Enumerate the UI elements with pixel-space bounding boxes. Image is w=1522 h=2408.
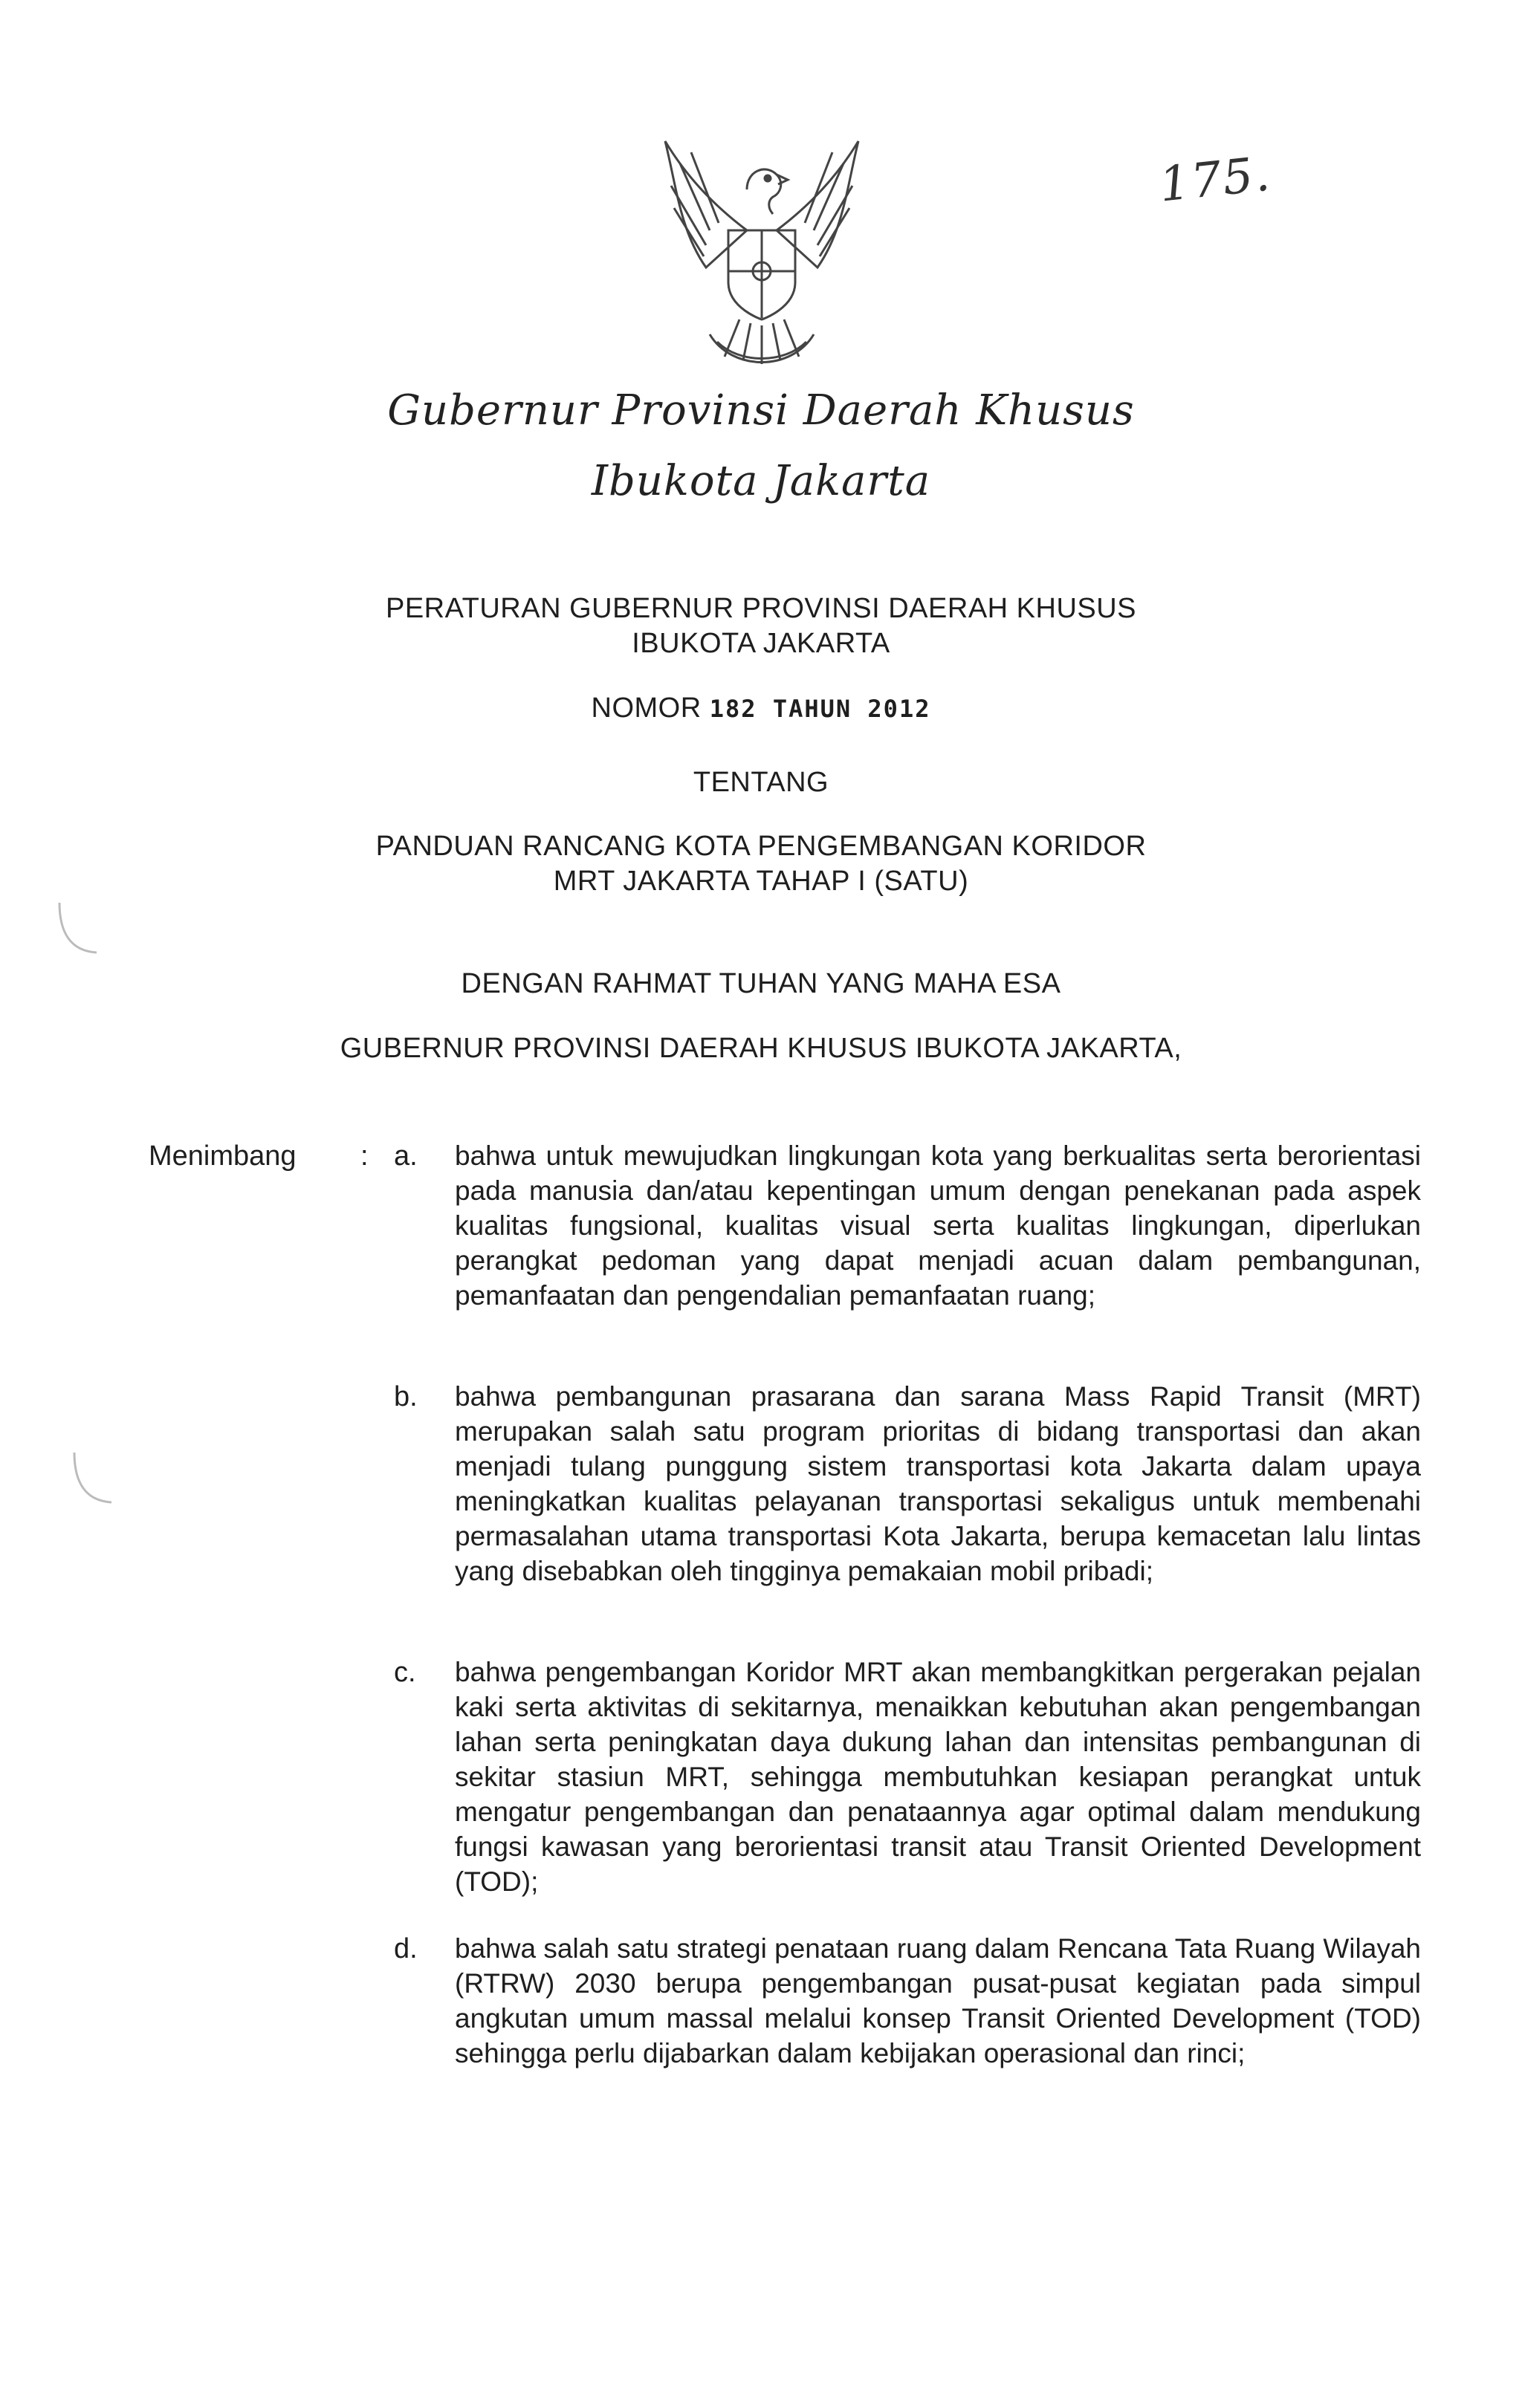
item-marker: c. bbox=[394, 1657, 416, 1688]
considering-item-c: bahwa pengembangan Koridor MRT akan membangkitkan pergerakan pejalan kaki serta aktivitas di sekitarnya, menaikkan kebutuhan akan pengembangan lahan serta peningkatan daya dukung lahan dan intensitas pembangunan di sekitar stasiun MRT, sehingga membutuhkan kesiapan perangkat untuk mengatur pengembangan dan penataannya agar optimal dalam mendukung fungsi kawasan yang berorientasi transit atau Transit Oriented Development (TOD); bbox=[455, 1657, 1421, 1897]
considering-item-b: bahwa pembangunan prasarana dan sarana Mass Rapid Transit (MRT) merupakan salah satu program prioritas di bidang transportasi dan akan menjadi tulang punggung sistem transportasi kota Jakarta dalam upaya meningkatkan kualitas pelayanan transportasi sekaligus untuk membenahi permasalahan utama transportasi Kota Jakarta, berupa kemacetan lalu lintas yang disebabkan oleh tingginya pemakaian mobil pribadi; bbox=[455, 1381, 1421, 1586]
binder-hole-mark bbox=[52, 899, 104, 958]
binder-hole-mark bbox=[67, 1449, 119, 1508]
blessing-line: DENGAN RAHMAT TUHAN YANG MAHA ESA bbox=[461, 968, 1061, 999]
regulation-title-line1: PERATURAN GUBERNUR PROVINSI DAERAH KHUSUS bbox=[385, 593, 1137, 624]
authority-line: GUBERNUR PROVINSI DAERAH KHUSUS IBUKOTA JAKARTA, bbox=[340, 1033, 1182, 1064]
considering-label: Menimbang bbox=[149, 1140, 297, 1172]
garuda-emblem-icon bbox=[635, 119, 888, 386]
handwritten-page-number: 175. bbox=[1156, 146, 1274, 213]
considering-item-d: bahwa salah satu strategi penataan ruang dalam Rencana Tata Ruang Wilayah (RTRW) 2030 berupa pengembangan pusat-pusat kegiatan pada simpul angkutan umum massal melalui konsep Transit Oriented Development (TOD) sehingga perlu dijabarkan dalam kebijakan operasional dan rinci; bbox=[455, 1933, 1421, 2068]
regulation-number bbox=[0, 692, 1522, 724]
item-marker: a. bbox=[394, 1140, 418, 1172]
item-marker: d. bbox=[394, 1933, 418, 1964]
nomor-label: NOMOR bbox=[591, 692, 702, 724]
considering-item-a: bahwa untuk mewujudkan lingkungan kota yang berkualitas serta berorientasi pada manusia dan/atau kepentingan umum dengan penekanan pada aspek kualitas fungsional, kualitas visual serta kualitas lingkungan, diperlukan perangkat pedoman yang dapat menjadi acuan dalam pembangunan, pemanfaatan dan pengendalian pemanfaatan ruang; bbox=[455, 1140, 1421, 1311]
item-marker: b. bbox=[394, 1381, 418, 1412]
letterhead-line2: Ibukota Jakarta bbox=[591, 457, 931, 505]
letterhead-line1: Gubernur Provinsi Daerah Khusus bbox=[387, 386, 1135, 435]
subject-line1: PANDUAN RANCANG KOTA PENGEMBANGAN KORIDOR bbox=[375, 831, 1147, 862]
nomor-value: 182 TAHUN 2012 bbox=[709, 695, 931, 723]
considering-colon: : bbox=[360, 1140, 369, 1172]
subject-line2: MRT JAKARTA TAHAP I (SATU) bbox=[553, 866, 969, 897]
regulation-title-line2: IBUKOTA JAKARTA bbox=[632, 628, 890, 659]
tentang-heading: TENTANG bbox=[693, 767, 829, 798]
